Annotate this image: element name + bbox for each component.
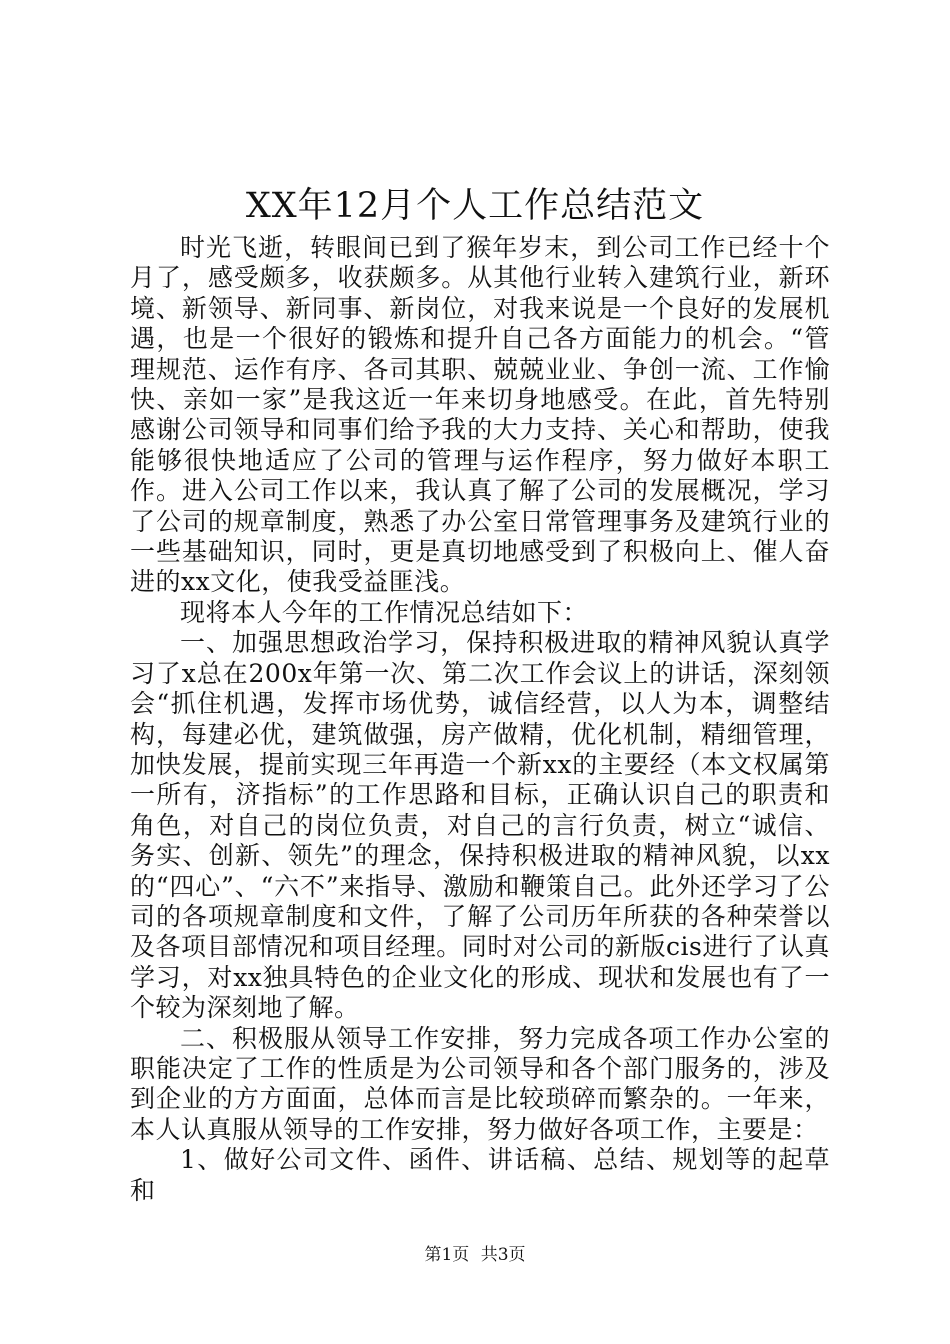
- paragraph-section-two: 二、积极服从领导工作安排，努力完成各项工作办公室的职能决定了工作的性质是为公司领导和各个部门服务的，涉及到企业的方方面面，总体而言是比较琐碎而繁杂的。一年来，本人认真服从领导的工作安排，努力做好各项工作，主要是：: [130, 1023, 830, 1144]
- paragraph-section-one: 一、加强思想政治学习，保持积极进取的精神风貌认真学习了x总在200x年第一次、第二次工作会议上的讲话，深刻领会“抓住机遇，发挥市场优势，诚信经营，以人为本，调整结构，每建必优，建筑做强，房产做精，优化机制，精细管理，加快发展，提前实现三年再造一个新xx的主要经（本文权属第一所有，济指标”的工作思路和目标，正确认识自己的职责和角色，对自己的岗位负责，对自己的言行负责，树立“诚信、务实、创新、领先”的理念，保持积极进取的精神风貌，以xx的“四心”、“六不”来指导、激励和鞭策自己。此外还学习了公司的各项规章制度和文件，了解了公司历年所获的各种荣誉以及各项目部情况和项目经理。同时对公司的新版cis进行了认真学习，对xx独具特色的企业文化的形成、现状和发展也有了一个较为深刻地了解。: [130, 628, 830, 1023]
- document-body: [130, 233, 830, 1206]
- paragraph-summary-lead: 现将本人今年的工作情况总结如下：: [180, 597, 589, 627]
- paragraph-item-one: 1、做好公司文件、函件、讲话稿、总结、规划等的起草和: [130, 1145, 830, 1205]
- page-footer: [0, 1244, 950, 1266]
- page-total: 共3页: [480, 1245, 526, 1265]
- document-title: XX年12月个人工作总结范文: [245, 186, 705, 226]
- paragraph-intro: 时光飞逝，转眼间已到了猴年岁末，到公司工作已经十个月了，感受颇多，收获颇多。从其他行业转入建筑行业，新环境、新领导、新同事、新岗位，对我来说是一个良好的发展机遇，也是一个很好的锻炼和提升自己各方面能力的机会。“管理规范、运作有序、各司其职、兢兢业业、争创一流、工作愉快、亲如一家”是我这近一年来切身地感受。在此，首先特别感谢公司领导和同事们给予我的大力支持、关心和帮助，使我能够很快地适应了公司的管理与运作程序，努力做好本职工作。进入公司工作以来，我认真了解了公司的发展概况，学习了公司的规章制度，熟悉了办公室日常管理事务及建筑行业的一些基础知识，同时，更是真切地感受到了积极向上、催人奋进的xx文化，使我受益匪浅。: [130, 233, 830, 597]
- page-number: 第1页: [424, 1245, 470, 1265]
